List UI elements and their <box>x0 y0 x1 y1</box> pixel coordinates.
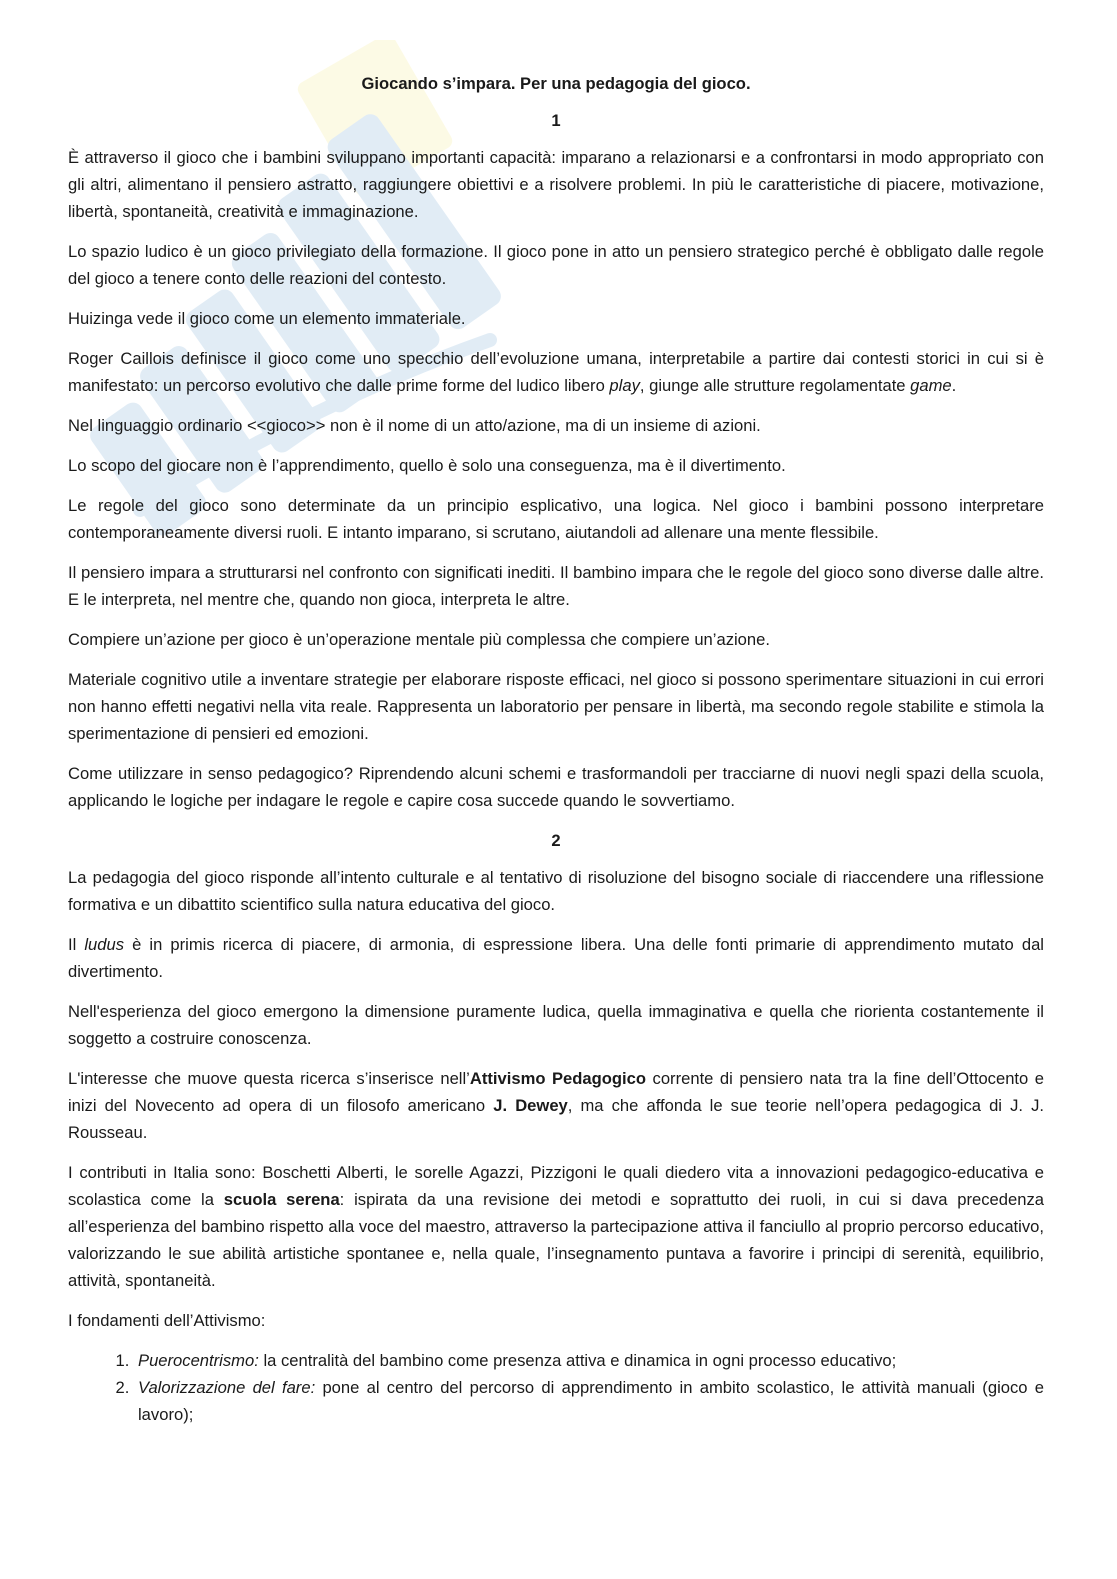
paragraph: Lo spazio ludico è un gioco privilegiato della formazione. Il gioco pone in atto un pensiero strategico perché è obbligato dalle regole del gioco a tenere conto delle reazioni del contesto. <box>68 242 1044 288</box>
text-run: L'interesse che muove questa ricerca s’inserisce nell’ <box>68 1069 470 1088</box>
paragraph: Il pensiero impara a strutturarsi nel confronto con significati inediti. Il bambino impara che le regole del gioco sono diverse dalle altre. E le interpreta, nel mentre che, quando non gioca, interpreta le altre. <box>68 563 1044 609</box>
italic-term: play <box>609 376 640 395</box>
list-item-text: pone al centro del percorso di apprendimento in ambito scolastico, le attività manuali (gioco e lavoro); <box>138 1378 1044 1424</box>
paragraph: È attraverso il gioco che i bambini sviluppano importanti capacità: imparano a relazionarsi e a confrontarsi in modo appropriato con gli altri, alimentano il pensiero astratto, raggiungere obiettivi e a risolvere problemi. In più le caratteristiche di piacere, motivazione, libertà, spontaneità, creatività e immaginazione. <box>68 148 1044 221</box>
list-item <box>134 1374 1044 1428</box>
text-run: . <box>951 376 957 395</box>
list-item-term: Puerocentrismo: <box>138 1351 259 1370</box>
text-run: , ma che affonda le sue teorie nell’opera pedagogica di J. J. Rousseau. <box>68 1096 1045 1142</box>
italic-term: ludus <box>84 935 125 954</box>
document-title: Giocando s’impara. Per una pedagogia del gioco. <box>361 74 751 93</box>
bold-term: J. Dewey <box>493 1096 568 1115</box>
text-run: : ispirata da una revisione dei metodi e soprattutto dei ruoli, in cui si dava precedenza all’esperienza del bambino rispetto alla voce del maestro, attraverso la partecipazione attiva il fanciullo al proprio percorso educativo, valorizzando le sue abilità artistiche spontanee e, nella quale, l’insegnamento puntava a favorire i principi di serenità, equilibrio, attività, spontaneità. <box>68 1190 1044 1290</box>
paragraph: La pedagogia del gioco risponde all’intento culturale e al tentativo di risoluzione del bisogno sociale di riaccendere una riflessione formativa e un dibattito scientifico sulla natura educativa del gioco. <box>68 868 1044 914</box>
paragraph: Nell'esperienza del gioco emergono la dimensione puramente ludica, quella immaginativa e quella che riorienta costantemente il soggetto a costruire conoscenza. <box>68 1002 1044 1048</box>
section-number: 1 <box>551 111 561 130</box>
text-run: è in primis ricerca di piacere, di armonia, di espressione libera. Una delle fonti primarie di apprendimento mutato dal divertimento. <box>68 935 1044 981</box>
paragraph: Materiale cognitivo utile a inventare strategie per elaborare risposte efficaci, nel gioco si possono sperimentare situazioni in cui errori non hanno effetti negativi nella vita reale. Rappresenta un laboratorio per pensare in libertà, ma secondo regole stabilite e stimola la sperimentazione di pensieri ed emozioni. <box>68 670 1044 743</box>
text-run: I contributi in Italia sono: Boschetti Alberti, le sorelle Agazzi, Pizzigoni le quali diedero vita a innovazioni pedagogico-educativa e scolastica come la <box>68 1163 1044 1209</box>
list-item <box>134 1347 1044 1374</box>
paragraph <box>68 931 1044 985</box>
text-run: Roger Caillois definisce il gioco come uno specchio dell’evoluzione umana, interpretabile a partire dai contesti storici in cui si è manifestato: un percorso evolutivo che dalle prime forme del ludico libero <box>68 349 1044 395</box>
text-run: corrente di pensiero nata tra la fine dell’Ottocento e inizi del Novecento ad opera di un filosofo americano <box>68 1069 1044 1115</box>
section-number: 2 <box>551 831 561 850</box>
document-page <box>68 70 1044 1428</box>
paragraph <box>68 1065 1044 1146</box>
bold-term: Attivismo Pedagogico <box>469 1069 647 1088</box>
paragraph <box>68 1159 1044 1294</box>
paragraph: Nel linguaggio ordinario <<gioco>> non è il nome di un atto/azione, ma di un insieme di azioni. <box>68 416 761 435</box>
paragraph: Huizinga vede il gioco come un elemento immateriale. <box>68 309 466 328</box>
paragraph: Lo scopo del giocare non è l’apprendimento, quello è solo una conseguenza, ma è il divertimento. <box>68 456 786 475</box>
list-item-term: Valorizzazione del fare: <box>138 1378 316 1397</box>
paragraph: I fondamenti dell’Attivismo: <box>68 1311 266 1330</box>
paragraph: Le regole del gioco sono determinate da un principio esplicativo, una logica. Nel gioco i bambini possono interpretare contemporaneamente diversi ruoli. E intanto imparano, si scrutano, aiutandoli ad allenare una mente flessibile. <box>68 496 1044 542</box>
list-item-text: la centralità del bambino come presenza attiva e dinamica in ogni processo educativo; <box>258 1351 897 1370</box>
text-run: Il <box>68 935 85 954</box>
numbered-list <box>68 1347 1044 1428</box>
paragraph <box>68 345 1044 399</box>
paragraph: Come utilizzare in senso pedagogico? Riprendendo alcuni schemi e trasformandoli per tracciarne di nuovi negli spazi della scuola, applicando le logiche per indagare le regole e capire cosa succede quando le sovvertiamo. <box>68 764 1044 810</box>
bold-term: scuola serena <box>223 1190 340 1209</box>
italic-term: game <box>910 376 952 395</box>
text-run: , giunge alle strutture regolamentate <box>639 376 911 395</box>
paragraph: Compiere un’azione per gioco è un’operazione mentale più complessa che compiere un’azione. <box>68 630 770 649</box>
